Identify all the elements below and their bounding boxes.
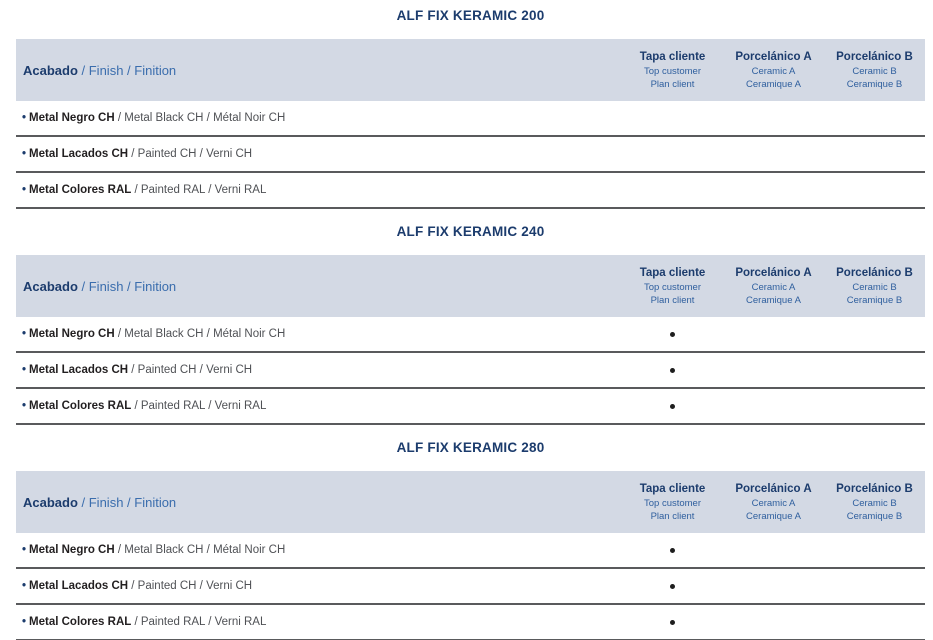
bullet-icon: • [22,580,27,592]
cell-porcelanico-a [723,188,824,193]
cell-porcelanico-b [824,332,925,337]
bullet-icon: • [22,184,27,196]
column-header-porcelanico-a: Porcelánico A Ceramic A Ceramique A [735,50,812,90]
finish-label-bold: Acabado [23,62,78,78]
cell-tapa-cliente [622,152,723,157]
table-header [16,471,925,533]
finish-name: • Metal Lacados CH / Painted CH / Verni CH [22,580,253,592]
bullet-icon: • [22,148,27,160]
table-row [16,317,925,353]
column-header-porcelanico-b: Porcelánico B Ceramic B Ceramique B [836,266,913,306]
table-row [16,533,925,569]
finish-name: • Metal Lacados CH / Painted CH / Verni CH [22,148,253,160]
column-header-tapa-cliente: Tapa cliente Top customer Plan client [639,50,706,90]
availability-dot-icon [670,404,675,409]
table-title: ALF FIX KERAMIC 280 [396,440,545,455]
finish-name: • Metal Colores RAL / Painted RAL / Verni RAL [22,616,267,628]
cell-porcelanico-a [723,152,824,157]
column-header-porcelanico-b: Porcelánico B Ceramic B Ceramique B [836,482,913,522]
cell-porcelanico-a [723,116,824,121]
cell-porcelanico-b [824,404,925,409]
cell-porcelanico-a [723,368,824,373]
cell-porcelanico-a [723,332,824,337]
table-keramic-280 [16,441,925,640]
cell-porcelanico-b [824,548,925,553]
bullet-icon: • [22,616,27,628]
table-row [16,389,925,425]
cell-tapa-cliente [622,620,723,625]
cell-tapa-cliente [622,584,723,589]
cell-tapa-cliente [622,548,723,553]
cell-porcelanico-b [824,368,925,373]
table-row [16,353,925,389]
cell-tapa-cliente [622,368,723,373]
table-header [16,255,925,317]
cell-tapa-cliente [622,188,723,193]
finish-label-rest: / Finish / Finition [77,278,177,294]
finish-label [16,63,622,78]
cell-porcelanico-b [824,584,925,589]
finish-label [16,279,622,294]
table-keramic-240 [16,225,925,425]
bullet-icon: • [22,544,27,556]
table-row [16,569,925,605]
table-row [16,101,925,137]
cell-tapa-cliente [622,116,723,121]
finish-label-bold: Acabado [23,494,78,510]
finish-name: • Metal Lacados CH / Painted CH / Verni CH [22,364,253,376]
cell-porcelanico-a [723,584,824,589]
finish-name: • Metal Colores RAL / Painted RAL / Verni RAL [22,400,267,412]
availability-dot-icon [670,548,675,553]
table-row [16,173,925,209]
finish-name: • Metal Colores RAL / Painted RAL / Verni RAL [22,184,267,196]
cell-tapa-cliente [622,404,723,409]
cell-porcelanico-b [824,116,925,121]
availability-dot-icon [670,620,675,625]
finish-label-rest: / Finish / Finition [77,62,177,78]
bullet-icon: • [22,364,27,376]
cell-porcelanico-b [824,152,925,157]
cell-porcelanico-a [723,404,824,409]
column-header-porcelanico-b: Porcelánico B Ceramic B Ceramique B [836,50,913,90]
table-row [16,605,925,640]
column-header-tapa-cliente: Tapa cliente Top customer Plan client [639,482,706,522]
bullet-icon: • [22,328,27,340]
table-title: ALF FIX KERAMIC 240 [396,224,545,239]
table-keramic-200 [16,9,925,209]
cell-porcelanico-b [824,620,925,625]
column-headers [622,482,925,523]
cell-porcelanico-a [723,620,824,625]
column-headers [622,50,925,91]
availability-dot-icon [670,332,675,337]
finish-label-rest: / Finish / Finition [77,494,177,510]
cell-tapa-cliente [622,332,723,337]
finish-name: • Metal Negro CH / Metal Black CH / Métal Noir CH [22,544,286,556]
bullet-icon: • [22,112,27,124]
cell-porcelanico-b [824,188,925,193]
table-title: ALF FIX KERAMIC 200 [396,8,545,23]
column-header-porcelanico-a: Porcelánico A Ceramic A Ceramique A [735,266,812,306]
finish-name: • Metal Negro CH / Metal Black CH / Métal Noir CH [22,112,286,124]
table-header [16,39,925,101]
finish-label-bold: Acabado [23,278,78,294]
availability-dot-icon [670,584,675,589]
finish-label [16,495,622,510]
bullet-icon: • [22,400,27,412]
column-header-porcelanico-a: Porcelánico A Ceramic A Ceramique A [735,482,812,522]
column-header-tapa-cliente: Tapa cliente Top customer Plan client [639,266,706,306]
finish-name: • Metal Negro CH / Metal Black CH / Métal Noir CH [22,328,286,340]
cell-porcelanico-a [723,548,824,553]
table-row [16,137,925,173]
column-headers [622,266,925,307]
availability-dot-icon [670,368,675,373]
